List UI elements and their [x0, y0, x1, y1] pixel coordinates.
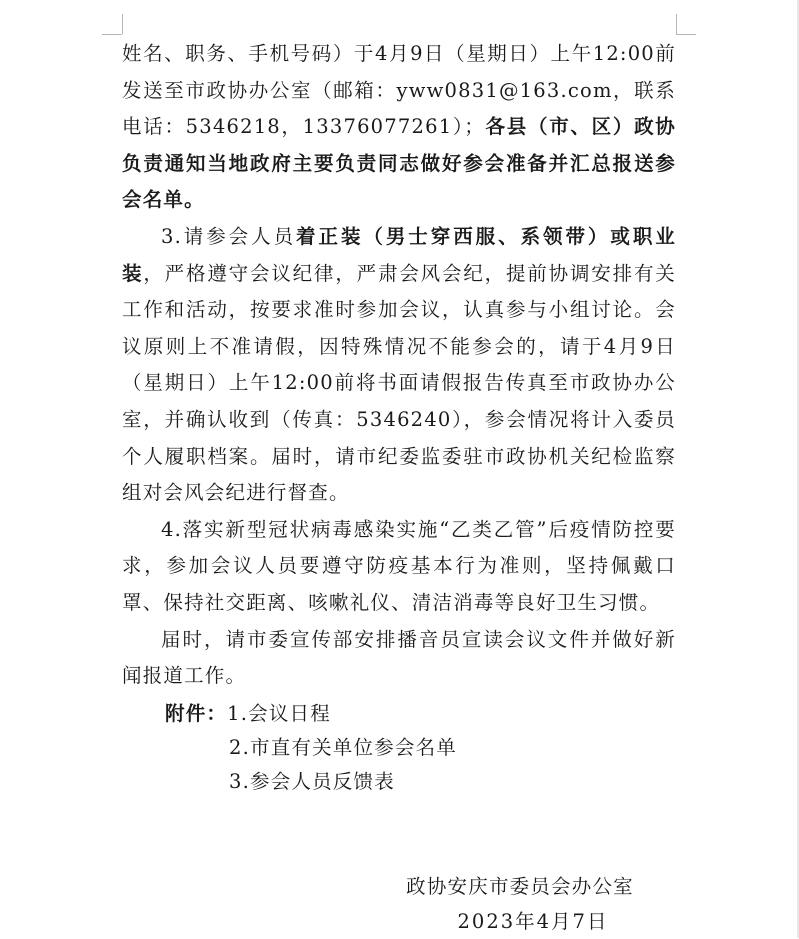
- county-notice-bold: 各县（市、区）政协负责通知当地政府主要负责同志做好参会准备并汇总报送参会名单。: [122, 115, 676, 212]
- body-text: [122, 36, 676, 695]
- registration-instructions: 姓名、职务、手机号码）于4月9日（星期日）上午12:00前发送至市政协办公室（邮箱：yww0831@163.com，联系电话：5346218，13376077261）；: [122, 42, 676, 139]
- attachments-label: 附件：: [165, 702, 228, 725]
- discipline-text: ，严格遵守会议纪律，严肃会风会纪，提前协调安排有关工作和活动，按要求准时参加会议，认真参与小组讨论。会议原则上不准请假，因特殊情况不能参会的，请于4月9日（星期日）上午12:00前将书面请假报告传真至市政协办公室，并确认收到（传真：5346240），参会情况将计入委员个人履职档案。届时，请市纪委监委驻市政协机关纪检监察组对会风会纪进行督查。: [122, 261, 676, 505]
- signature-block: [390, 869, 650, 939]
- paragraph-epidemic: 4.落实新型冠状病毒感染实施“乙类乙管”后疫情防控要求，参加会议人员要遵守防疫基本行为准则，坚持佩戴口罩、保持社交距离、咳嗽礼仪、清洁消毒等良好卫生习惯。: [122, 517, 676, 614]
- attachment-item: 3.参会人员反馈表: [229, 770, 395, 793]
- attachment-row-3: [165, 765, 457, 799]
- crop-mark-top-left-vertical: [122, 14, 123, 34]
- crop-mark-top-right-vertical: [676, 14, 677, 34]
- paragraph-registration: [122, 36, 676, 219]
- issue-date: 2023年4月7日: [457, 910, 609, 933]
- attachment-row-2: [165, 731, 457, 765]
- paragraph-broadcast: 届时，请市委宣传部安排播音员宣读会议文件并做好新闻报道工作。: [122, 627, 676, 688]
- crop-mark-top-right-horizontal: [676, 34, 696, 35]
- dress-code-bold: 着正装（男士穿西服、系领带）或职业装: [122, 224, 676, 285]
- attachments-list: [165, 697, 457, 799]
- attachment-row-1: [165, 697, 457, 731]
- dress-code-lead: 3.请参会人员: [161, 224, 297, 248]
- issuing-organization: 政协安庆市委员会办公室: [406, 875, 634, 898]
- attachment-item: 2.市直有关单位参会名单: [229, 736, 458, 759]
- crop-mark-top-left-horizontal: [102, 34, 122, 35]
- attachment-item: 1.会议日程: [227, 702, 331, 725]
- paragraph-dress-code: [122, 219, 676, 512]
